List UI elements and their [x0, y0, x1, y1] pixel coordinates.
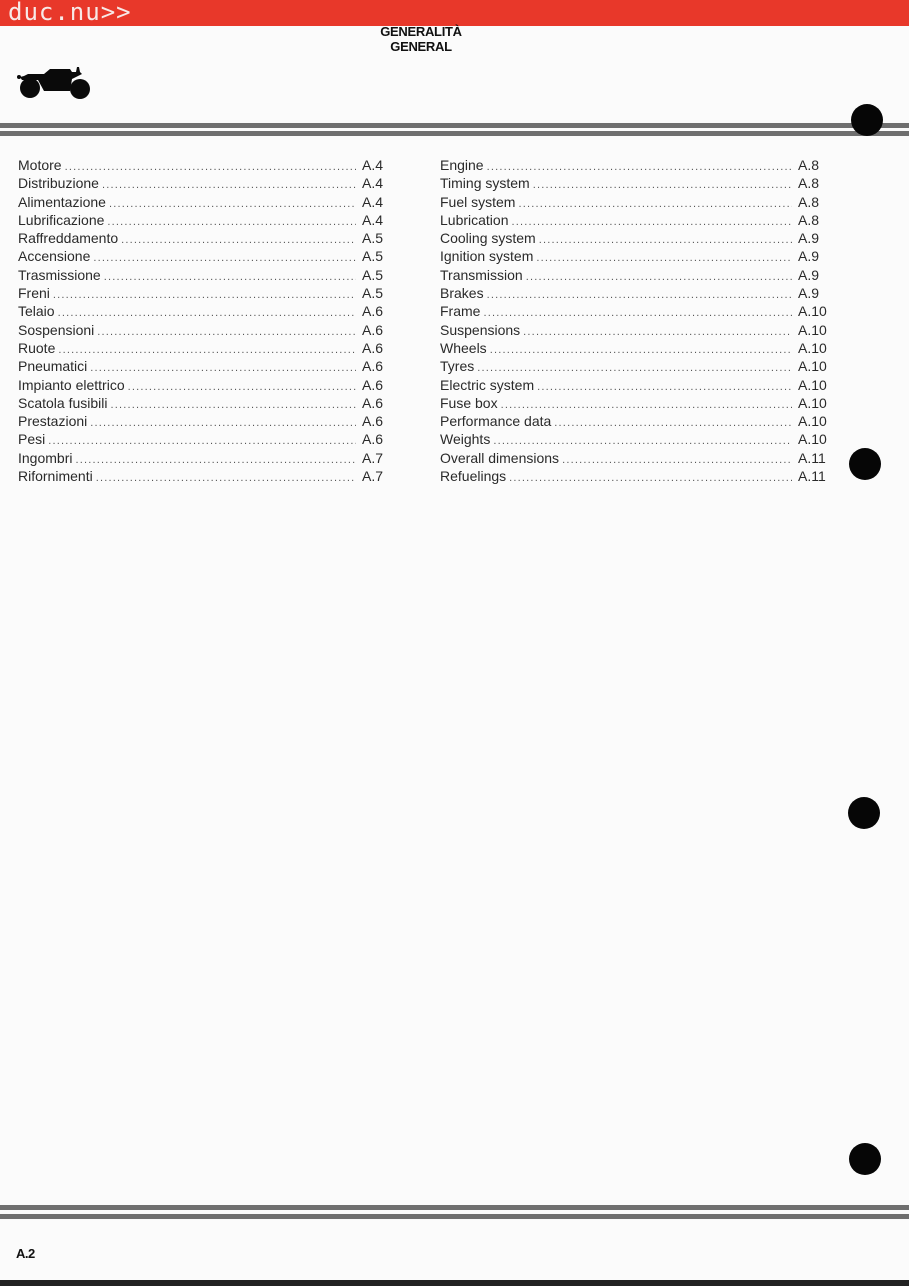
- toc-entry[interactable]: [440, 266, 826, 284]
- section-title: [340, 24, 502, 54]
- toc-label: Refuelings: [440, 468, 507, 485]
- toc-page: A.5: [362, 248, 384, 265]
- toc-page: A.10: [798, 358, 827, 375]
- section-title-italian: GENERALITÀ: [380, 24, 462, 39]
- toc-entry[interactable]: [18, 339, 390, 357]
- leader-dots: [562, 451, 792, 469]
- toc-label: Wheels: [440, 339, 487, 356]
- leader-dots: [490, 341, 792, 359]
- toc-page: A.6: [362, 303, 384, 320]
- section-title-english: GENERAL: [390, 39, 452, 54]
- toc-label: Raffreddamento: [18, 230, 119, 247]
- toc-page: A.5: [362, 266, 384, 283]
- toc-entry[interactable]: [440, 302, 826, 320]
- toc-entry[interactable]: [18, 266, 390, 284]
- toc-entry[interactable]: [18, 394, 390, 412]
- motorcycle-icon: [16, 64, 92, 100]
- toc-label: Lubrificazione: [18, 211, 105, 228]
- leader-dots: [526, 268, 792, 286]
- toc-label: Performance data: [440, 413, 552, 430]
- toc-label: Fuel system: [440, 193, 516, 210]
- toc-label: Fuse box: [440, 394, 498, 411]
- toc-entry[interactable]: [440, 247, 826, 265]
- toc-entry[interactable]: [18, 302, 390, 320]
- toc-entry[interactable]: [440, 376, 826, 394]
- toc-page: A.10: [798, 376, 827, 393]
- toc-page: A.10: [798, 431, 827, 448]
- leader-dots: [512, 213, 793, 231]
- leader-dots: [65, 158, 356, 176]
- leader-dots: [90, 359, 356, 377]
- leader-dots: [537, 378, 792, 396]
- toc-label: Lubrication: [440, 211, 509, 228]
- toc-label: Electric system: [440, 376, 535, 393]
- toc-page: A.10: [798, 303, 827, 320]
- toc-label: Scatola fusibili: [18, 394, 108, 411]
- binder-hole-2: [849, 448, 881, 480]
- toc-label: Engine: [440, 157, 484, 173]
- toc-entry[interactable]: [18, 430, 390, 448]
- leader-dots: [97, 323, 356, 341]
- leader-dots: [539, 231, 792, 249]
- toc-entry[interactable]: [18, 174, 390, 192]
- leader-dots: [53, 286, 356, 304]
- toc-entry[interactable]: [440, 284, 826, 302]
- toc-page: A.6: [362, 431, 384, 448]
- top-banner: [0, 0, 909, 26]
- leader-dots: [58, 304, 356, 322]
- toc-page: A.11: [798, 449, 826, 466]
- header-rule-bottom: [0, 131, 909, 136]
- toc-italian: [18, 156, 390, 485]
- page-bottom-edge: [0, 1280, 909, 1286]
- toc-entry[interactable]: [440, 394, 826, 412]
- toc-entry[interactable]: [440, 174, 826, 192]
- toc-page: A.9: [798, 248, 820, 265]
- toc-entry[interactable]: [18, 467, 390, 485]
- toc-page: A.10: [798, 321, 827, 338]
- binder-hole-4: [849, 1143, 881, 1175]
- leader-dots: [554, 414, 792, 432]
- toc-label: Frame: [440, 303, 481, 320]
- toc-page: A.6: [362, 358, 384, 375]
- leader-dots: [121, 231, 356, 249]
- toc-label: Tyres: [440, 358, 475, 375]
- toc-entry[interactable]: [18, 193, 390, 211]
- leader-dots: [96, 469, 356, 487]
- leader-dots: [533, 176, 792, 194]
- toc-page: A.8: [798, 211, 820, 228]
- leader-dots: [58, 341, 356, 359]
- toc-entry[interactable]: [18, 156, 390, 174]
- toc-label: Suspensions: [440, 321, 521, 338]
- toc-label: Distribuzione: [18, 175, 99, 192]
- toc-entry[interactable]: [18, 211, 390, 229]
- toc-page: A.6: [362, 321, 384, 338]
- binder-hole-3: [848, 797, 880, 829]
- toc-entry[interactable]: [440, 156, 826, 174]
- toc-page: A.6: [362, 376, 384, 393]
- footer-rule-top: [0, 1205, 909, 1210]
- leader-dots: [509, 469, 792, 487]
- leader-dots: [111, 396, 357, 414]
- leader-dots: [75, 451, 356, 469]
- toc-entry[interactable]: [18, 229, 390, 247]
- leader-dots: [90, 414, 356, 432]
- toc-page: A.10: [798, 413, 827, 430]
- toc-entry[interactable]: [18, 247, 390, 265]
- toc-label: Alimentazione: [18, 193, 106, 210]
- toc-entry[interactable]: [440, 467, 826, 485]
- toc-label: Brakes: [440, 285, 484, 302]
- toc-entry[interactable]: [440, 339, 826, 357]
- toc-page: A.9: [798, 230, 820, 247]
- toc-page: A.4: [362, 157, 384, 173]
- toc-entry[interactable]: [440, 211, 826, 229]
- leader-dots: [128, 378, 356, 396]
- leader-dots: [93, 249, 356, 267]
- toc-page: A.7: [362, 449, 384, 466]
- toc-page: A.4: [362, 211, 384, 228]
- toc-label: Ignition system: [440, 248, 534, 265]
- leader-dots: [536, 249, 792, 267]
- toc-page: A.6: [362, 394, 384, 411]
- toc-entry[interactable]: [18, 449, 390, 467]
- binder-hole-1: [851, 104, 883, 136]
- leader-dots: [48, 432, 356, 450]
- toc-entry[interactable]: [440, 412, 826, 430]
- toc-label: Motore: [18, 157, 62, 173]
- toc-label: Freni: [18, 285, 50, 302]
- toc-label: Overall dimensions: [440, 449, 560, 466]
- toc-page: A.6: [362, 413, 384, 430]
- page-number: A.2: [16, 1246, 35, 1261]
- leader-dots: [109, 195, 356, 213]
- toc-label: Sospensioni: [18, 321, 95, 338]
- toc-label: Weights: [440, 431, 491, 448]
- leader-dots: [483, 304, 792, 322]
- toc-page: A.8: [798, 157, 820, 173]
- toc-label: Prestazioni: [18, 413, 88, 430]
- toc-entry[interactable]: [18, 284, 390, 302]
- leader-dots: [102, 176, 356, 194]
- leader-dots: [487, 286, 792, 304]
- toc-page: A.5: [362, 285, 384, 302]
- site-brand[interactable]: duc.nu>>: [8, 0, 132, 26]
- toc-label: Rifornimenti: [18, 468, 93, 485]
- toc-page: A.10: [798, 339, 827, 356]
- toc-entry[interactable]: [440, 430, 826, 448]
- toc-entry[interactable]: [440, 229, 826, 247]
- leader-dots: [104, 268, 356, 286]
- toc-page: A.8: [798, 193, 820, 210]
- toc-label: Ingombri: [18, 449, 73, 466]
- toc-page: A.6: [362, 339, 384, 356]
- toc-entry[interactable]: [440, 193, 826, 211]
- toc-page: A.9: [798, 266, 820, 283]
- toc-entry[interactable]: [18, 376, 390, 394]
- toc-label: Pneumatici: [18, 358, 88, 375]
- toc-label: Cooling system: [440, 230, 536, 247]
- header-rule-top: [0, 123, 909, 128]
- toc-label: Telaio: [18, 303, 55, 320]
- toc-page: A.5: [362, 230, 384, 247]
- toc-label: Accensione: [18, 248, 91, 265]
- toc-page: A.8: [798, 175, 820, 192]
- toc-page: A.4: [362, 193, 384, 210]
- toc-page: A.11: [798, 468, 826, 485]
- toc-entry[interactable]: [18, 412, 390, 430]
- toc-label: Impianto elettrico: [18, 376, 125, 393]
- toc-entry[interactable]: [440, 357, 826, 375]
- toc-entry[interactable]: [440, 321, 826, 339]
- leader-dots: [518, 195, 792, 213]
- toc-label: Timing system: [440, 175, 530, 192]
- footer-rule-bottom: [0, 1214, 909, 1219]
- toc-label: Trasmissione: [18, 266, 101, 283]
- leader-dots: [523, 323, 792, 341]
- toc-label: Pesi: [18, 431, 46, 448]
- toc-page: A.7: [362, 468, 384, 485]
- toc-english: [440, 156, 826, 485]
- toc-entry[interactable]: [18, 357, 390, 375]
- toc-entry[interactable]: [18, 321, 390, 339]
- toc-entry[interactable]: [440, 449, 826, 467]
- toc-label: Transmission: [440, 266, 523, 283]
- toc-page: A.4: [362, 175, 384, 192]
- toc-label: Ruote: [18, 339, 56, 356]
- toc-page: A.10: [798, 394, 827, 411]
- toc-page: A.9: [798, 285, 820, 302]
- leader-dots: [107, 213, 356, 231]
